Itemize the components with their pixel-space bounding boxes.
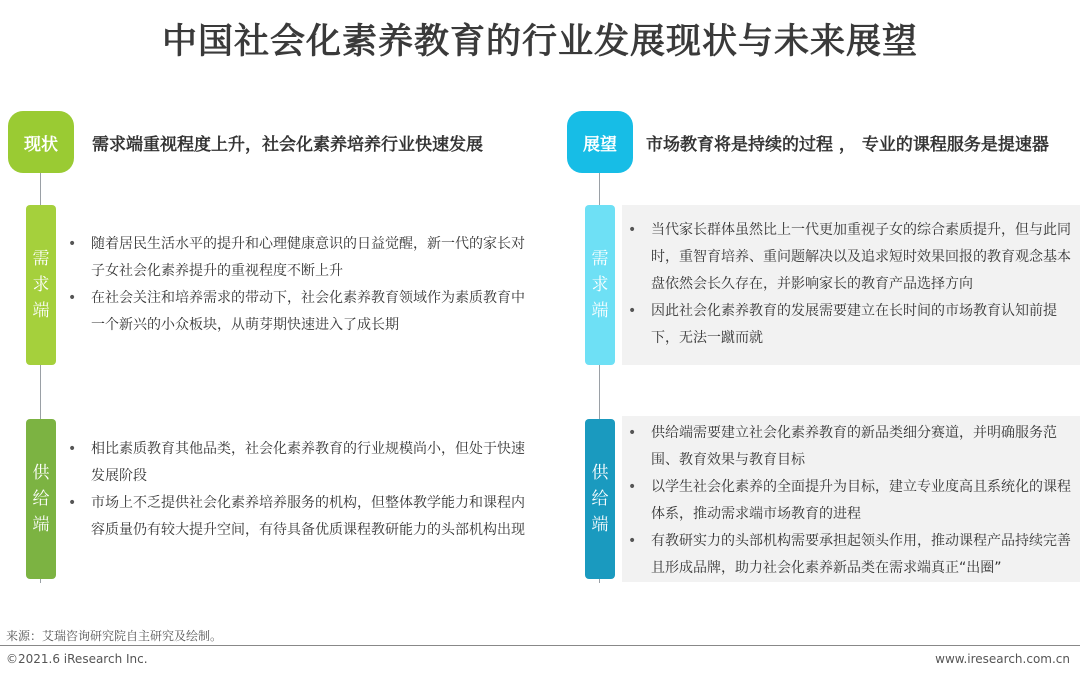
list-item: • 有教研实力的头部机构需要承担起领头作用，推动课程产品持续完善且形成品牌，助力社会化素养新品类在需求端真正“出圈” [622,528,1080,582]
right-headline: 市场教育将是持续的过程 ， 专业的课程服务是提速器 [646,135,1049,155]
right-supply-label: 供 给 端 [585,419,615,579]
website-link[interactable]: www.iresearch.com.cn [935,652,1070,666]
source-note: 来源：艾瑞咨询研究院自主研究及绘制。 [6,629,223,643]
list-item: • 供给端需要建立社会化素养教育的新品类细分赛道，并明确服务范围、教育效果与教育目标 [622,420,1080,474]
list-item: • 相比素质教育其他品类，社会化素养教育的行业规模尚小，但处于快速发展阶段 [62,436,532,490]
list-item: • 在社会关注和培养需求的带动下，社会化素养教育领域作为素质教育中一个新兴的小众板块，从萌芽期快速进入了成长期 [62,285,532,339]
status-pill: 现状 [8,111,74,173]
list-item: • 因此社会化素养教育的发展需要建立在长时间的市场教育认知前提下，无法一蹴而就 [622,298,1080,352]
right-supply-box [622,416,1080,582]
list-item: • 当代家长群体虽然比上一代更加重视子女的综合素质提升，但与此同时，重智育培养、重问题解决以及追求短时效果回报的教育观念基本盘依然会长久存在，并影响家长的教育产品选择方向 [622,217,1080,298]
outlook-pill: 展望 [567,111,633,173]
right-demand-label: 需 求 端 [585,205,615,365]
left-headline: 需求端重视程度上升，社会化素养培养行业快速发展 [92,135,483,155]
list-item: • 市场上不乏提供社会化素养培养服务的机构，但整体教学能力和课程内容质量仍有较大提升空间，有待具备优质课程教研能力的头部机构出现 [62,490,532,544]
footer-divider [0,645,1080,646]
page-title: 中国社会化素养教育的行业发展现状与未来展望 [161,22,918,62]
left-demand-box [62,231,532,339]
left-supply-box [62,436,532,544]
list-item: • 随着居民生活水平的提升和心理健康意识的日益觉醒，新一代的家长对子女社会化素养提升的重视程度不断上升 [62,231,532,285]
right-demand-box [622,205,1080,365]
list-item: • 以学生社会化素养的全面提升为目标，建立专业度高且系统化的课程体系，推动需求端市场教育的进程 [622,474,1080,528]
left-demand-label: 需 求 端 [26,205,56,365]
copyright: ©2021.6 iResearch Inc. [6,652,148,666]
left-supply-label: 供 给 端 [26,419,56,579]
